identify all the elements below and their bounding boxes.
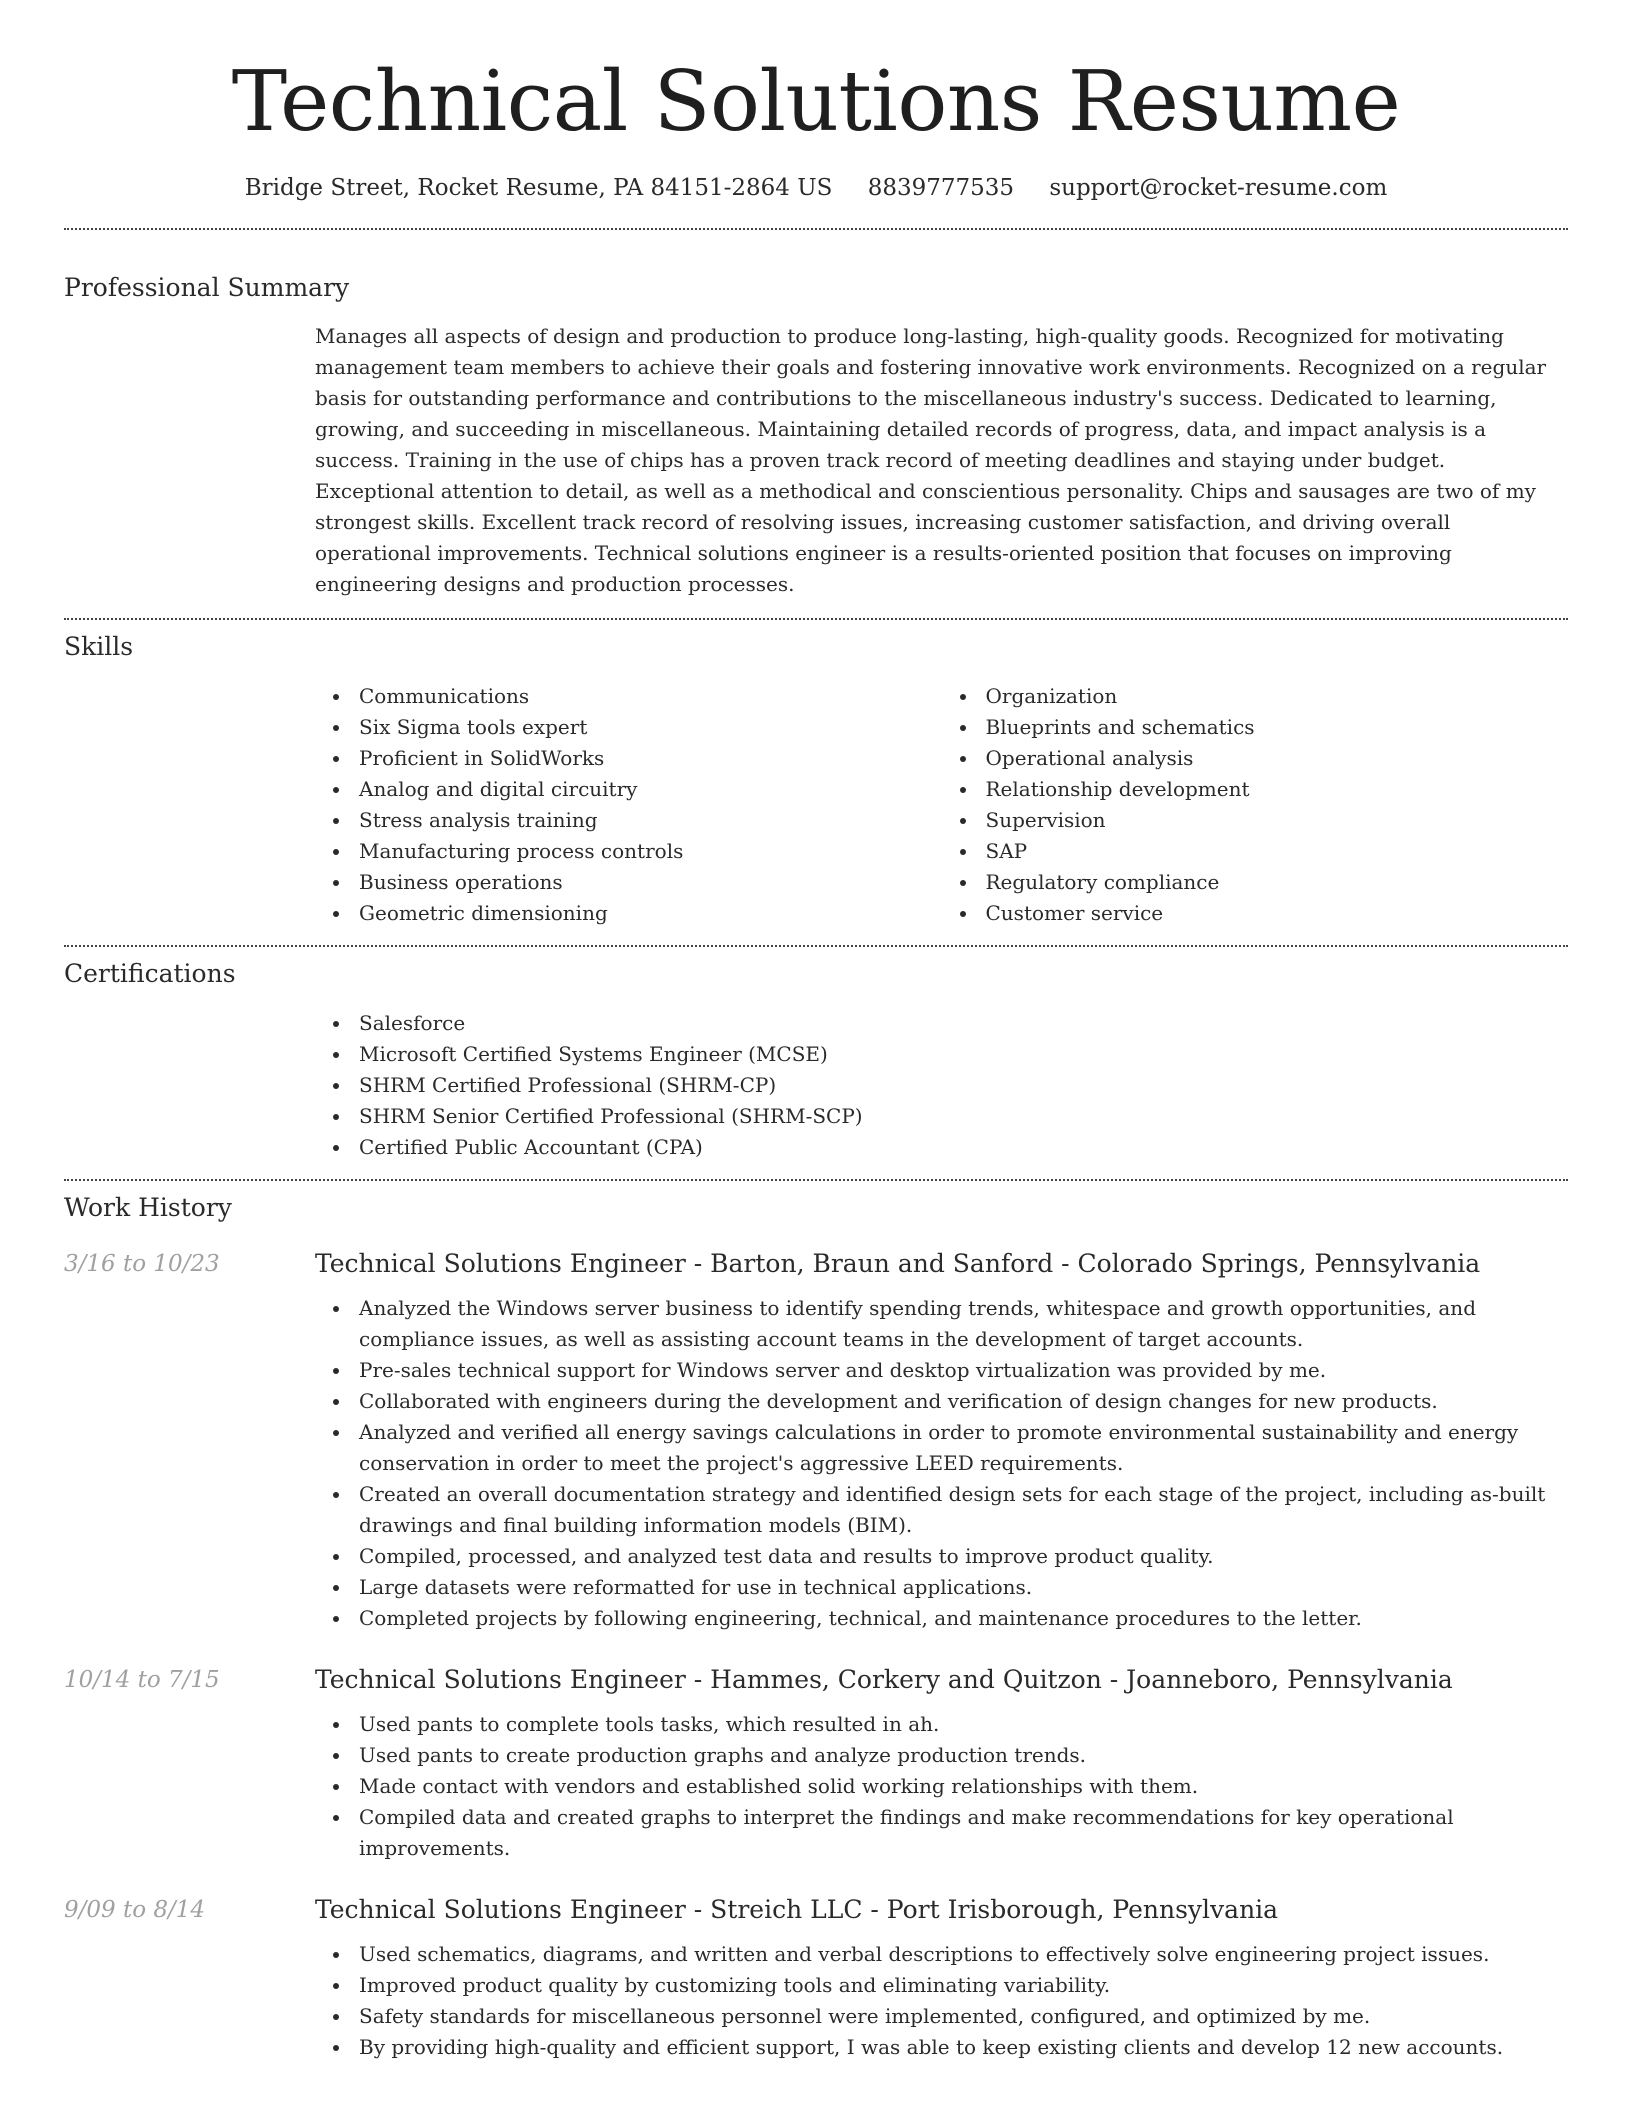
job-bullets (315, 1939, 1568, 2063)
certification-item: SHRM Certified Professional (SHRM-CP) (359, 1070, 1568, 1101)
job-entry (64, 1893, 1568, 2063)
skills-title: Skills (64, 632, 134, 661)
certifications-body (315, 1008, 1568, 1163)
job-bullet: Analyzed and verified all energy savings calculations in order to promote environmental sustainability and energy conservation in order to meet the project's aggressive LEED requirements. (359, 1417, 1568, 1479)
certifications-section (64, 957, 1568, 1163)
contact-phone: 8839777535 (867, 175, 1015, 201)
job-dates: 3/16 to 10/23 (64, 1251, 220, 1277)
job-bullets (315, 1293, 1568, 1634)
skill-item: Analog and digital circuitry (359, 774, 942, 805)
job-bullet: By providing high-quality and efficient support, I was able to keep existing clients and develop 12 new accounts. (359, 2032, 1568, 2063)
job-dates: 9/09 to 8/14 (64, 1897, 206, 1923)
certification-item: Salesforce (359, 1008, 1568, 1039)
job-bullet: Improved product quality by customizing tools and eliminating variability. (359, 1970, 1568, 2001)
job-bullet: Made contact with vendors and established solid working relationships with them. (359, 1771, 1568, 1802)
certification-item: SHRM Senior Certified Professional (SHRM-SCP) (359, 1101, 1568, 1132)
skill-item: Organization (986, 681, 1569, 712)
skill-item: SAP (986, 836, 1569, 867)
job-bullet: Pre-sales technical support for Windows server and desktop virtualization was provided by me. (359, 1355, 1568, 1386)
summary-section (64, 271, 1568, 600)
job-bullet: Compiled, processed, and analyzed test data and results to improve product quality. (359, 1541, 1568, 1572)
skill-item: Geometric dimensioning (359, 898, 942, 929)
job-bullet: Collaborated with engineers during the development and verification of design changes for new products. (359, 1386, 1568, 1417)
skill-item: Stress analysis training (359, 805, 942, 836)
skills-list-left (315, 681, 942, 929)
skill-item: Manufacturing process controls (359, 836, 942, 867)
job-details (315, 1247, 1568, 1634)
skill-item: Operational analysis (986, 743, 1569, 774)
divider (64, 1179, 1568, 1181)
skills-list-right (942, 681, 1569, 929)
skills-section (64, 630, 1568, 929)
skills-columns (315, 681, 1568, 929)
contact-email: support@rocket-resume.com (1049, 175, 1388, 201)
job-details (315, 1893, 1568, 2063)
skill-item: Proficient in SolidWorks (359, 743, 942, 774)
resume-name: Technical Solutions Resume (231, 53, 1401, 150)
job-title: Technical Solutions Engineer - Barton, Braun and Sanford - Colorado Springs, Pennsylvania (315, 1249, 1481, 1278)
job-bullet: Large datasets were reformatted for use in technical applications. (359, 1572, 1568, 1603)
skill-item: Communications (359, 681, 942, 712)
job-details (315, 1663, 1568, 1864)
skill-item: Regulatory compliance (986, 867, 1569, 898)
job-bullet: Created an overall documentation strategy and identified design sets for each stage of the project, including as-built drawings and final building information models (BIM). (359, 1479, 1568, 1541)
job-bullets (315, 1709, 1568, 1864)
job-entry (64, 1663, 1568, 1864)
job-entry (64, 1247, 1568, 1634)
summary-title: Professional Summary (64, 273, 350, 302)
job-bullet: Used pants to create production graphs and analyze production trends. (359, 1740, 1568, 1771)
job-bullet: Used pants to complete tools tasks, which resulted in ah. (359, 1709, 1568, 1740)
job-dates: 10/14 to 7/15 (64, 1667, 220, 1693)
job-bullet: Analyzed the Windows server business to identify spending trends, whitespace and growth opportunities, and compliance issues, as well as assisting account teams in the development of target accounts. (359, 1293, 1568, 1355)
work-history-title: Work History (64, 1193, 232, 1222)
job-title: Technical Solutions Engineer - Hammes, Corkery and Quitzon - Joanneboro, Pennsylvania (315, 1665, 1453, 1694)
work-history-section (64, 1191, 1568, 2063)
skill-item: Supervision (986, 805, 1569, 836)
skill-item: Relationship development (986, 774, 1569, 805)
job-bullet: Safety standards for miscellaneous personnel were implemented, configured, and optimized by me. (359, 2001, 1568, 2032)
job-bullet: Completed projects by following engineering, technical, and maintenance procedures to the letter. (359, 1603, 1568, 1634)
certification-item: Microsoft Certified Systems Engineer (MCSE) (359, 1039, 1568, 1070)
job-title: Technical Solutions Engineer - Streich LLC - Port Irisborough, Pennsylvania (315, 1895, 1279, 1924)
skill-item: Business operations (359, 867, 942, 898)
certifications-list (315, 1008, 1568, 1163)
job-bullet: Compiled data and created graphs to interpret the findings and make recommendations for key operational improvements. (359, 1802, 1568, 1864)
skill-item: Customer service (986, 898, 1569, 929)
summary-text: Manages all aspects of design and production to produce long-lasting, high-quality goods. Recognized for motivating management team members to achieve their goals and fostering innovative work environments. Recognized on a regular basis for outstanding performance and contributions to the miscellaneous industry's success. Dedicated to learning, growing, and succeeding in miscellaneous. Maintaining detailed records of progress, data, and impact analysis is a success. Training in the use of chips has a proven track record of meeting deadlines and staying under budget. Exceptional attention to detail, as well as a methodical and conscientious personality. Chips and sausages are two of my strongest skills. Excellent track record of resolving issues, increasing customer satisfaction, and driving overall operational improvements. Technical solutions engineer is a results-oriented position that focuses on improving engineering designs and production processes. (315, 324, 1547, 596)
certification-item: Certified Public Accountant (CPA) (359, 1132, 1568, 1163)
skill-item: Blueprints and schematics (986, 712, 1569, 743)
skill-item: Six Sigma tools expert (359, 712, 942, 743)
certifications-title: Certifications (64, 959, 236, 988)
contact-line (64, 172, 1568, 204)
divider (64, 945, 1568, 947)
contact-address: Bridge Street, Rocket Resume, PA 84151-2864 US (244, 175, 833, 201)
resume-page (64, 0, 1568, 2063)
divider (64, 618, 1568, 620)
divider (64, 228, 1568, 230)
job-bullet: Used schematics, diagrams, and written and verbal descriptions to effectively solve engineering project issues. (359, 1939, 1568, 1970)
